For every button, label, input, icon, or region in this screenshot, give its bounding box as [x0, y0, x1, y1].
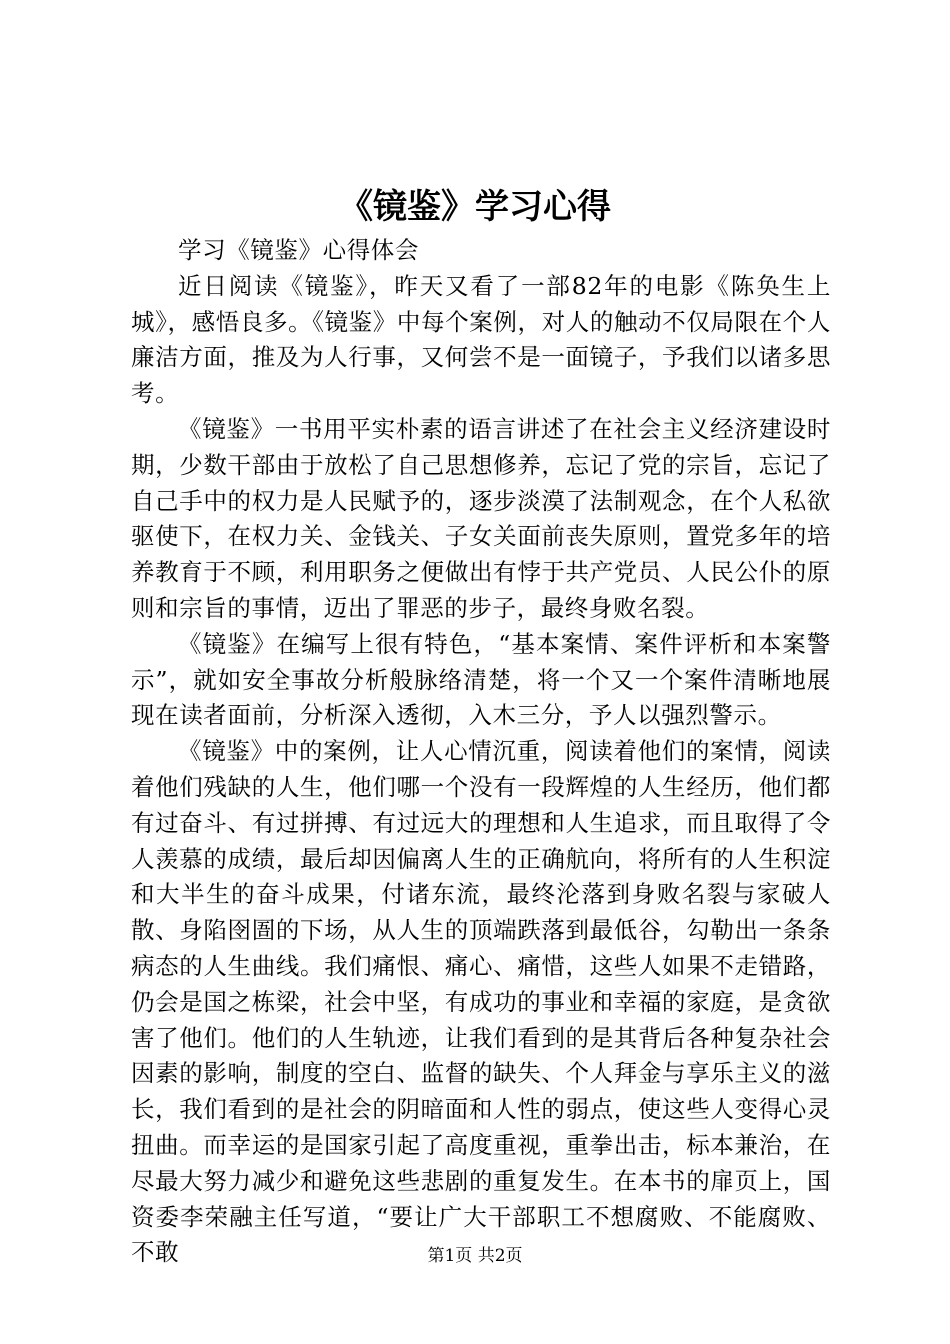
document-title: 《镜鉴》学习心得: [339, 187, 611, 227]
paragraph-4: 《镜鉴》中的案例，让人心情沉重，阅读着他们的案情，阅读着他们残缺的人生，他们哪一个没有一段辉煌的人生经历，他们都有过奋斗、有过拼搏、有过远大的理想和人生追求，而且取得了令人羡慕的成绩，最后却因偏离人生的正确航向，将所有的人生积淀和大半生的奋斗成果，付诸东流，最终沦落到身败名裂与家破人散、身陷囹圄的下场，从人生的顶端跌落到最低谷，勾勒出一条条病态的人生曲线。我们痛恨、痛心、痛惜，这些人如果不走错路，仍会是国之栋梁，社会中坚，有成功的事业和幸福的家庭，是贪欲害了他们。他们的人生轨迹，让我们看到的是其背后各种复杂社会因素的影响，制度的空白、监督的缺失、个人拜金与享乐主义的滋长，我们看到的是社会的阴暗面和人性的弱点，使这些人变得心灵扭曲。而幸运的是国家引起了高度重视，重拳出击，标本兼治，在尽最大努力减少和避免这些悲剧的重复发生。在本书的扉页上，国资委李荣融主任写道，“要让广大干部职工不想腐败、不能腐败、不敢: [131, 737, 831, 1267]
document-subtitle: 学习《镜鉴》心得体会: [178, 236, 419, 264]
paragraph-1: 近日阅读《镜鉴》，昨天又看了一部82年的电影《陈奂生上城》，感悟良多。《镜鉴》中每个案例，对人的触动不仅局限在个人廉洁方面，推及为人行事，又何尝不是一面镜子，予我们以诸多思考。: [131, 271, 831, 408]
paragraph-3: 《镜鉴》在编写上很有特色，“基本案情、案件评析和本案警示”，就如安全事故分析般脉络清楚，将一个又一个案件清晰地展现在读者面前，分析深入透彻，入木三分，予人以强烈警示。: [131, 629, 831, 730]
page-number-footer: 第1页 共2页: [427, 1246, 523, 1266]
paragraph-2: 《镜鉴》一书用平实朴素的语言讲述了在社会主义经济建设时期，少数干部由于放松了自己思想修养，忘记了党的宗旨，忘记了自己手中的权力是人民赋予的，逐步淡漠了法制观念，在个人私欲驱使下，在权力关、金钱关、子女关面前丧失原则，置党多年的培养教育于不顾，利用职务之便做出有悖于共产党员、人民公仆的原则和宗旨的事情，迈出了罪恶的步子，最终身败名裂。: [131, 414, 831, 622]
document-body: [131, 233, 831, 1271]
